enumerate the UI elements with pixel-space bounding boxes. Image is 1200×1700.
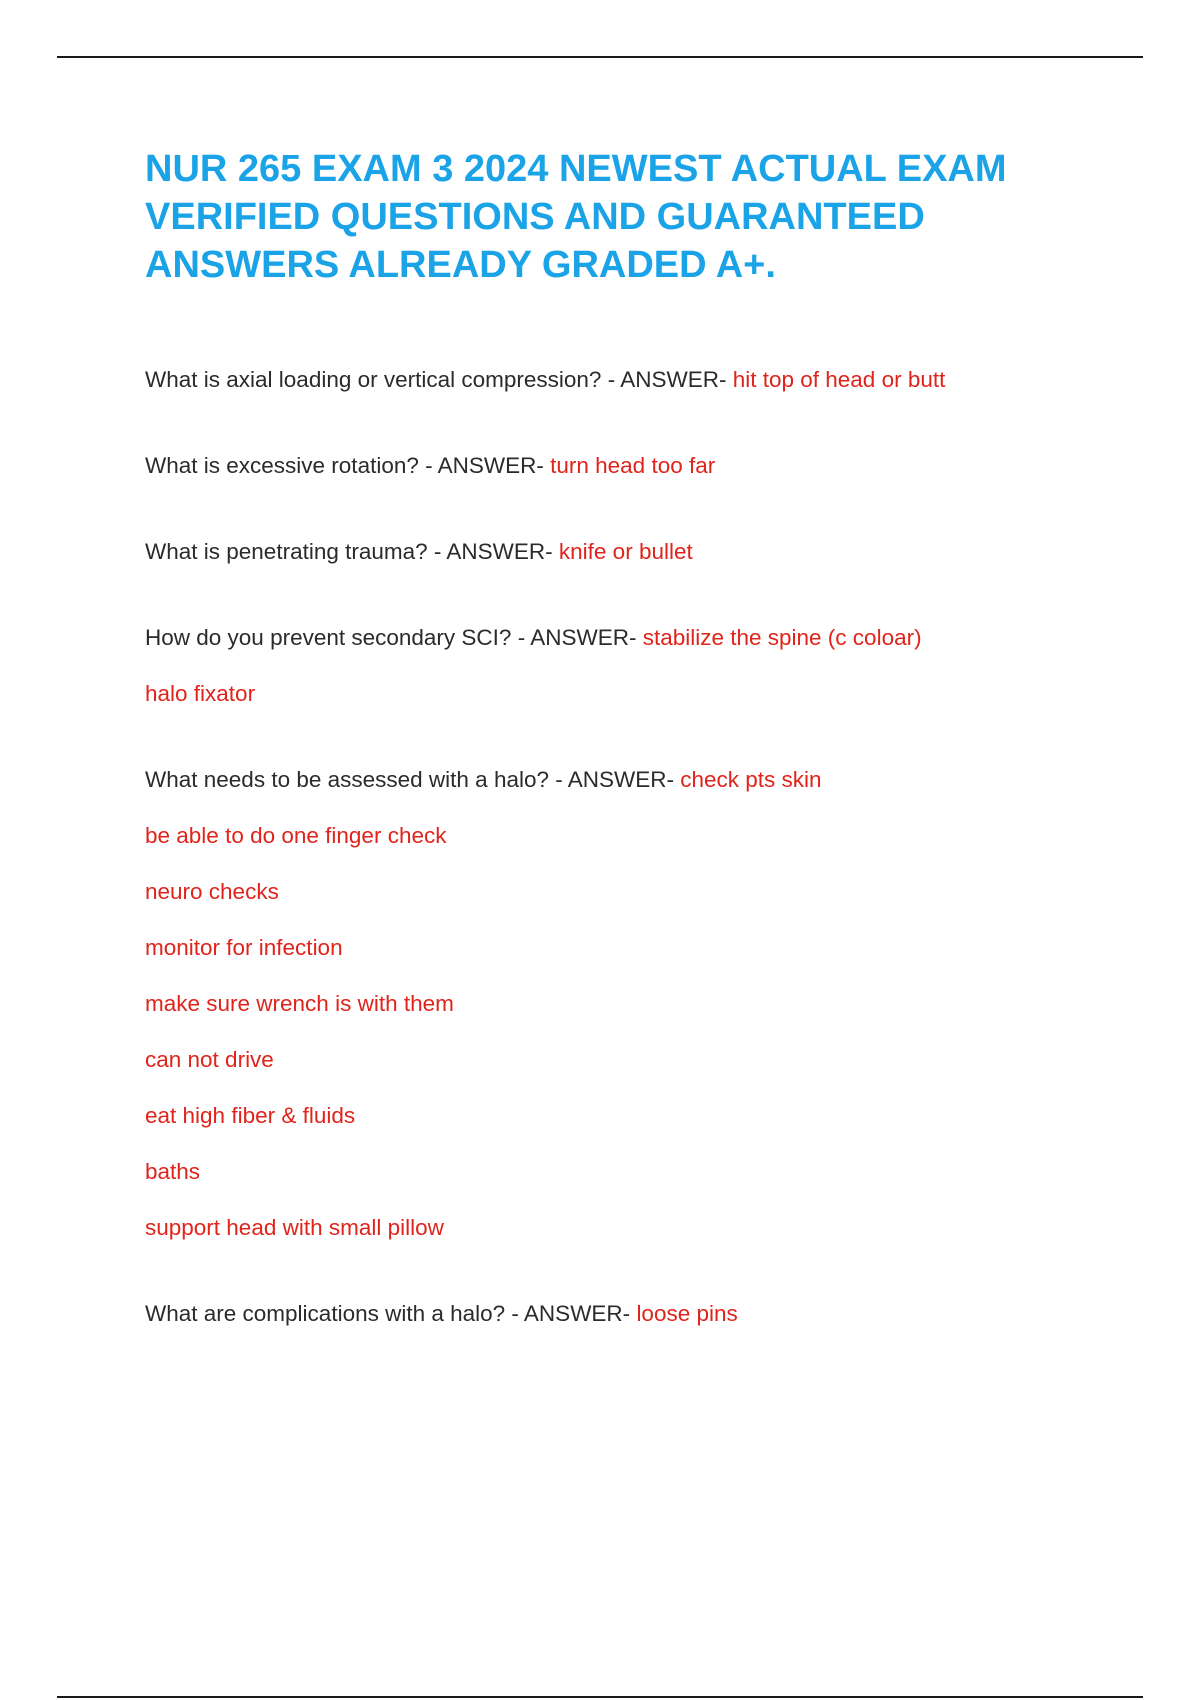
title-line: NUR 265 EXAM 3 2024 NEWEST ACTUAL EXAM (145, 148, 1007, 190)
answer-text: turn head too far (550, 453, 716, 478)
title-line: ANSWERS ALREADY GRADED A+. (145, 244, 776, 286)
qa-item (145, 765, 1095, 1243)
qa-item (145, 537, 1095, 567)
document-title (145, 145, 1095, 289)
question-text: What are complications with a halo? - ANSWER- (145, 1301, 637, 1326)
title-line: VERIFIED QUESTIONS AND GUARANTEED (145, 196, 925, 238)
qa-question-line (145, 365, 1095, 395)
answer-text: loose pins (636, 1301, 738, 1326)
qa-question-line (145, 765, 1095, 795)
answer-line: monitor for infection (145, 935, 343, 960)
qa-question-line (145, 623, 1095, 653)
question-text: What needs to be assessed with a halo? - ANSWER- (145, 767, 681, 792)
answer-line: be able to do one finger check (145, 823, 447, 848)
question-text: What is excessive rotation? - ANSWER- (145, 453, 551, 478)
answer-line: support head with small pillow (145, 1215, 444, 1240)
qa-question-line (145, 451, 1095, 481)
header-rule (57, 56, 1143, 58)
question-text: What is axial loading or vertical compression? - ANSWER- (145, 367, 733, 392)
answer-line: baths (145, 1159, 201, 1184)
qa-item (145, 1299, 1095, 1329)
qa-item (145, 365, 1095, 395)
qa-question-line (145, 537, 1095, 567)
qa-question-line (145, 1299, 1095, 1329)
answer-text: hit top of head or butt (732, 367, 946, 392)
qa-item (145, 451, 1095, 481)
answer-line: neuro checks (145, 879, 279, 904)
answer-line: make sure wrench is with them (145, 991, 454, 1016)
answer-line: eat high fiber & fluids (145, 1103, 356, 1128)
question-text: What is penetrating trauma? - ANSWER- (145, 539, 559, 564)
question-text: How do you prevent secondary SCI? - ANSWER- (145, 625, 643, 650)
qa-item (145, 623, 1095, 709)
qa-list (145, 365, 1095, 1329)
answer-line: can not drive (145, 1047, 274, 1072)
footer-rule (57, 1696, 1143, 1698)
answer-text: stabilize the spine (c coloar) (642, 625, 922, 650)
document-body (145, 145, 1095, 1385)
answer-text: knife or bullet (558, 539, 693, 564)
answer-text: check pts skin (680, 767, 822, 792)
answer-line: halo fixator (145, 681, 256, 706)
